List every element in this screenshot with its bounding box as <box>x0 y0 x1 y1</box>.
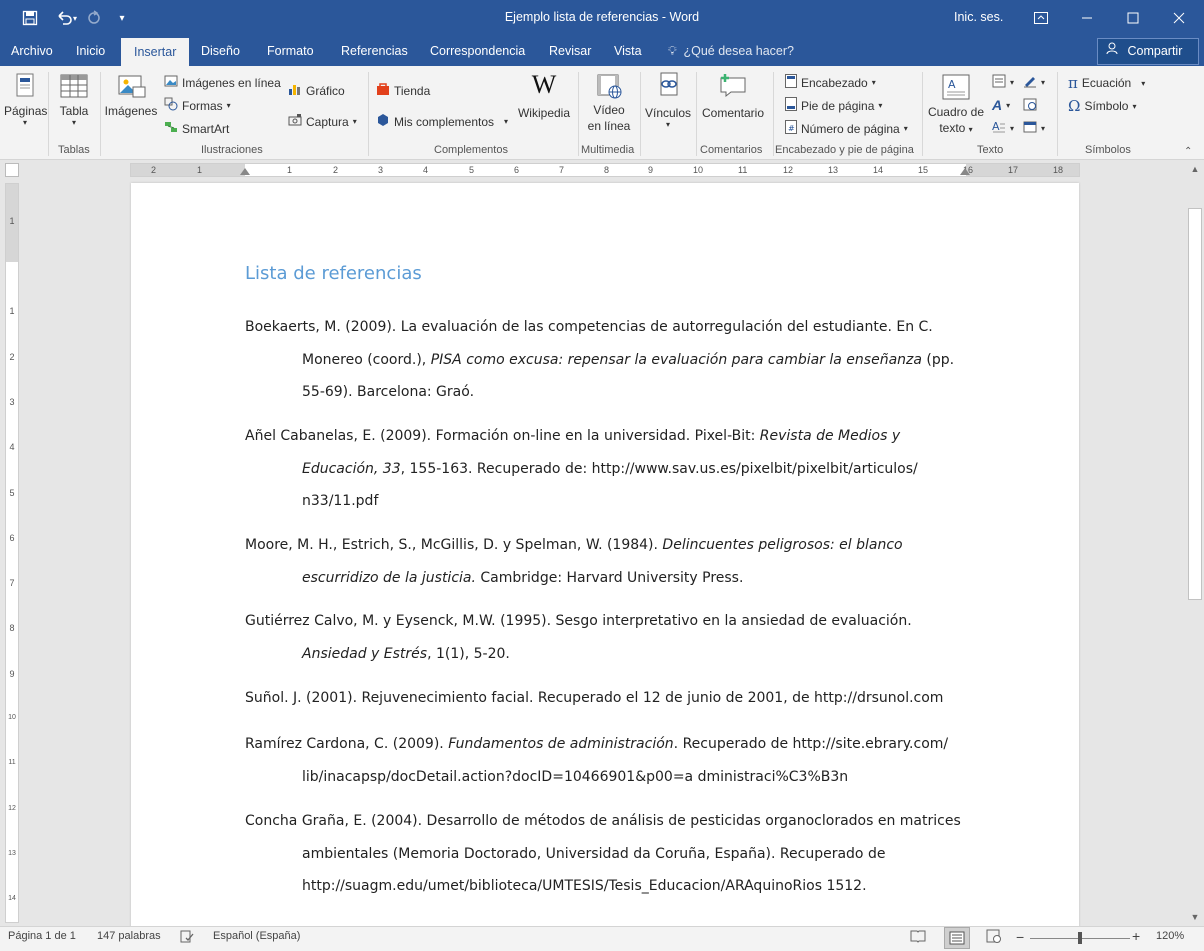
ruler-tick: 12 <box>783 165 794 175</box>
table-dropdown-icon: ▾ <box>71 118 76 127</box>
group-label-texto: Texto <box>977 144 1004 156</box>
divider <box>696 72 697 156</box>
store-icon <box>376 82 390 99</box>
screenshot-dropdown-icon: ▾ <box>352 117 357 126</box>
group-label-tablas: Tablas <box>58 144 90 156</box>
reference-entry: Boekaerts, M. (2009). La evaluación de las competencias de autorregulación del estudiante. En C. Monereo (coord.), PISA como excusa: repensar la evaluación para cambiar la enseñanza (pp. 55-69). Barcelona: Graó. <box>245 319 955 400</box>
share-button[interactable] <box>1097 38 1199 65</box>
page-number-dropdown-icon: ▾ <box>903 124 908 133</box>
symbol-dropdown-icon: ▾ <box>1132 101 1137 111</box>
divider <box>1057 72 1058 156</box>
page-number-label: Número de página <box>801 121 900 136</box>
ruler-tick: 10 <box>693 165 704 175</box>
header-dropdown-icon: ▾ <box>871 78 876 87</box>
ruler-tick: 15 <box>918 165 929 175</box>
pictures-icon <box>116 72 146 100</box>
vertical-ruler[interactable] <box>5 183 19 923</box>
horizontal-ruler[interactable] <box>130 163 1080 177</box>
screenshot-button[interactable] <box>288 113 357 130</box>
wikipedia-button[interactable] <box>516 70 572 120</box>
ruler-tick: 2 <box>9 352 15 362</box>
wikipedia-label: Wikipedia <box>517 106 571 120</box>
indent-marker[interactable] <box>240 168 250 175</box>
reference-entry: Suñol. J. (2001). Rejuvenecimiento facial. Recuperado el 12 de junio de 2001, de http://drsunol.com <box>245 690 944 706</box>
online-video-button[interactable] <box>584 70 634 134</box>
ruler-tick: 3 <box>9 397 15 407</box>
online-pictures-icon <box>164 74 178 91</box>
table-label: Tabla <box>59 104 89 118</box>
comment-icon <box>717 72 749 98</box>
ribbon-display-icon[interactable] <box>1018 0 1064 36</box>
print-layout-icon[interactable] <box>944 927 970 949</box>
status-bar <box>0 926 1204 951</box>
quick-parts-dropdown-icon: ▾ <box>1010 78 1015 87</box>
equation-dropdown-icon: ▾ <box>1141 78 1146 88</box>
customize-quick-access-icon[interactable]: ▾ <box>119 12 125 24</box>
header-label: Encabezado <box>801 75 868 90</box>
right-indent-marker[interactable] <box>960 168 970 175</box>
group-label-ilustraciones: Ilustraciones <box>201 144 263 156</box>
online-pictures-label: Imágenes en línea <box>182 75 281 90</box>
word-count[interactable]: 147 palabras <box>97 930 161 942</box>
smartart-label: SmartArt <box>182 121 230 136</box>
quick-parts-button[interactable] <box>992 74 1014 91</box>
divider <box>922 72 923 156</box>
language-status[interactable]: Español (España) <box>213 930 301 942</box>
pages-label: Páginas <box>4 104 48 118</box>
date-time-button[interactable] <box>1023 97 1037 114</box>
ruler-tick: 1 <box>287 165 293 175</box>
divider <box>368 72 369 156</box>
text-box-label-line2: texto ▾ <box>939 121 973 135</box>
wordart-dropdown-icon: ▾ <box>1006 100 1011 110</box>
tab-insertar[interactable]: Insertar <box>121 36 189 66</box>
group-label-complementos: Complementos <box>434 144 508 156</box>
links-dropdown-icon: ▾ <box>665 120 670 129</box>
ruler-tick: 18 <box>1053 165 1064 175</box>
chart-button[interactable] <box>288 82 345 99</box>
collapse-ribbon-icon[interactable]: ⌃ <box>1184 146 1193 157</box>
group-label-encabezado-pie: Encabezado y pie de página <box>775 144 914 156</box>
smartart-button[interactable] <box>164 120 229 137</box>
page-count[interactable]: Página 1 de 1 <box>8 930 76 942</box>
ruler-tick: 7 <box>559 165 565 175</box>
equation-label: Ecuación <box>1081 76 1132 90</box>
object-icon <box>1023 120 1037 137</box>
quick-parts-icon <box>992 74 1006 91</box>
ruler-tick: 1 <box>9 216 15 226</box>
page-number-button[interactable] <box>785 120 908 137</box>
object-button[interactable] <box>1023 120 1045 137</box>
store-label: Tienda <box>394 83 431 98</box>
ruler-tick: 4 <box>423 165 429 175</box>
share-label: Compartir <box>1127 44 1183 58</box>
ruler-tick: 10 <box>8 714 16 721</box>
ruler-tick: 7 <box>9 578 15 588</box>
drop-cap-icon <box>992 120 1006 137</box>
ruler-tick: 16 <box>963 165 974 175</box>
group-label-simbolos: Símbolos <box>1085 144 1131 156</box>
shapes-dropdown-icon: ▾ <box>226 101 231 110</box>
reference-entry: Añel Cabanelas, E. (2009). Formación on-line en la universidad. Pixel-Bit: Revista de Medios y Educación, 33, 155-163. Recuperado de: http://www.sav.us.es/pixelbit/pixelbit/articulos/ n33/11.pdf <box>245 428 918 509</box>
screenshot-label: Captura <box>306 114 349 129</box>
online-video-label-line2: en línea <box>587 119 631 133</box>
ruler-tick: 6 <box>9 533 15 543</box>
sign-in-link[interactable]: Inic. ses. <box>954 10 1004 24</box>
my-addins-label: Mis complementos <box>394 114 495 129</box>
my-addins-dropdown-icon: ▾ <box>504 117 509 126</box>
zoom-in-icon[interactable]: + <box>1132 928 1141 944</box>
pages-dropdown-icon: ▾ <box>22 118 27 127</box>
ruler-tick: 8 <box>604 165 610 175</box>
undo-dropdown-icon[interactable]: ▾ <box>72 13 77 23</box>
my-addins-button[interactable] <box>376 113 508 130</box>
ruler-tick: 9 <box>9 669 15 679</box>
wordart-icon: A <box>992 97 1003 113</box>
shapes-button[interactable] <box>164 97 231 114</box>
signature-line-icon <box>1023 74 1037 91</box>
my-addins-icon <box>376 113 390 130</box>
chart-label: Gráfico <box>306 83 345 98</box>
tab-revisar[interactable]: Revisar <box>549 44 592 58</box>
ruler-tick: 1 <box>197 165 203 175</box>
header-icon <box>785 74 797 91</box>
ruler-tick: 14 <box>873 165 884 175</box>
ruler-tick: 17 <box>1008 165 1019 175</box>
online-video-icon <box>594 72 624 100</box>
footer-label: Pie de página <box>801 98 875 113</box>
signature-line-dropdown-icon: ▾ <box>1041 78 1046 87</box>
online-video-label-line1: Vídeo <box>593 103 625 117</box>
links-icon <box>653 72 683 98</box>
ruler-tick: 9 <box>648 165 654 175</box>
ruler-tick: 5 <box>9 488 15 498</box>
symbol-button[interactable] <box>1068 97 1136 115</box>
footer-button[interactable] <box>785 97 882 114</box>
ruler-tick: 1 <box>9 306 15 316</box>
chart-icon <box>288 82 302 99</box>
tab-formato[interactable]: Formato <box>267 44 314 58</box>
text-box-icon <box>942 74 970 100</box>
screenshot-icon <box>288 113 302 130</box>
shapes-label: Formas <box>182 98 223 113</box>
reference-entry: Concha Graña, E. (2004). Desarrollo de métodos de análisis de pesticidas organoclorados en matrices ambientales (Memoria Doctorado, Universidad da Coruña, España). Recuperado de http://suagm.edu/umet/biblioteca/UMTESIS/Tesis_Educacion/ARAquinoRios 1512. <box>245 813 961 894</box>
group-label-multimedia: Multimedia <box>581 144 635 156</box>
omega-icon: Ω <box>1068 97 1081 115</box>
ruler-tick: 6 <box>514 165 520 175</box>
svg-text:A: A <box>948 78 956 91</box>
tab-referencias[interactable]: Referencias <box>341 44 408 58</box>
wordart-button[interactable] <box>992 97 1010 113</box>
minimize-icon[interactable] <box>1064 0 1110 36</box>
footer-dropdown-icon: ▾ <box>878 101 883 110</box>
ruler-tick: 12 <box>8 805 16 812</box>
smartart-icon <box>164 120 178 137</box>
reference-entry: Ramírez Cardona, C. (2009). Fundamentos de administración. Recuperado de http://site.ebrary.com/ lib/inacapsp/docDetail.action?docID=10466901&p00=a dministraci%C3%B3n <box>245 736 949 785</box>
links-label: Vínculos <box>644 106 692 120</box>
ruler-tick: 2 <box>151 165 157 175</box>
person-icon <box>1106 39 1124 64</box>
ruler-tick: 2 <box>333 165 339 175</box>
read-mode-icon[interactable] <box>910 929 926 946</box>
ruler-tick: 3 <box>378 165 384 175</box>
ruler-tick: 11 <box>8 759 16 766</box>
table-icon <box>60 72 88 100</box>
group-label-comentarios: Comentarios <box>700 144 763 156</box>
scroll-up-icon[interactable]: ▲ <box>1190 164 1200 174</box>
online-pictures-button[interactable] <box>164 74 281 91</box>
object-dropdown-icon: ▾ <box>1041 124 1046 133</box>
reference-entry: Moore, M. H., Estrich, S., McGillis, D. y Spelman, W. (1984). Delincuentes peligrosos: el blanco escurridizo de la justicia. Cambridge: Harvard University Press. <box>245 537 903 586</box>
scrollbar-thumb[interactable] <box>1188 208 1202 600</box>
svg-text:#: # <box>788 124 795 133</box>
ruler-tick: 13 <box>8 850 16 857</box>
ruler-left-margin <box>131 164 245 176</box>
svg-text:A: A <box>992 120 1000 133</box>
ruler-tick: 13 <box>828 165 839 175</box>
maximize-icon[interactable] <box>1110 0 1156 36</box>
pages-button[interactable] <box>4 70 46 127</box>
divider <box>773 72 774 156</box>
ribbon <box>0 66 1204 160</box>
date-time-icon <box>1023 97 1037 114</box>
pictures-label: Imágenes <box>104 104 158 118</box>
tab-vista[interactable]: Vista <box>614 44 642 58</box>
page-number-icon <box>785 120 797 137</box>
store-button[interactable] <box>376 82 430 99</box>
divider <box>578 72 579 156</box>
close-icon[interactable] <box>1156 0 1202 36</box>
tab-inicio[interactable]: Inicio <box>76 44 106 58</box>
comment-label: Comentario <box>701 106 765 120</box>
pages-icon <box>14 72 36 100</box>
text-box-label-line1: Cuadro de <box>927 105 985 119</box>
tab-diseno[interactable]: Diseño <box>201 44 240 58</box>
links-button[interactable] <box>644 70 692 129</box>
ruler-tick: 14 <box>8 895 16 902</box>
equation-button[interactable] <box>1068 74 1145 92</box>
ruler-tick: 5 <box>469 165 475 175</box>
lightbulb-icon: 💡︎ <box>668 44 677 58</box>
divider <box>100 72 101 156</box>
title-bar <box>0 0 1204 36</box>
tab-correspondencia[interactable]: Correspondencia <box>430 44 526 58</box>
pictures-button[interactable] <box>104 70 158 118</box>
ruler-tick: 11 <box>738 165 748 175</box>
web-layout-icon[interactable] <box>986 929 1002 946</box>
symbol-label: Símbolo <box>1084 99 1129 113</box>
footer-icon <box>785 97 797 114</box>
header-button[interactable] <box>785 74 876 91</box>
window-title: Ejemplo lista de referencias - Word <box>504 10 700 24</box>
reference-entry: Gutiérrez Calvo, M. y Eysenck, M.W. (1995). Sesgo interpretativo en la ansiedad de evaluación. Ansiedad y Estrés, 1(1), 5-20. <box>245 613 912 662</box>
tab-archivo[interactable]: Archivo <box>11 44 53 58</box>
tab-selector[interactable] <box>5 163 19 177</box>
table-button[interactable] <box>56 70 92 127</box>
ruler-tick: 8 <box>9 623 15 633</box>
shapes-icon <box>164 97 178 114</box>
drop-cap-button[interactable] <box>992 120 1014 137</box>
scroll-down-icon[interactable]: ▼ <box>1190 912 1200 922</box>
comment-button[interactable] <box>698 70 768 120</box>
document-page[interactable] <box>131 183 1079 928</box>
proofing-icon[interactable] <box>180 930 194 946</box>
zoom-level[interactable]: 120% <box>1156 930 1185 942</box>
zoom-slider-thumb[interactable] <box>1078 932 1082 944</box>
ribbon-tab-bar <box>0 36 1204 66</box>
vertical-scrollbar[interactable] <box>1186 160 1204 926</box>
document-heading: Lista de referencias <box>245 263 422 284</box>
tell-me-label: ¿Qué desea hacer? <box>683 44 794 58</box>
ruler-tick: 4 <box>9 442 15 452</box>
divider <box>48 72 49 156</box>
signature-line-button[interactable] <box>1023 74 1045 91</box>
zoom-out-icon[interactable]: − <box>1016 929 1025 945</box>
tell-me-search[interactable] <box>668 36 794 66</box>
pi-icon: π <box>1068 74 1078 92</box>
wikipedia-icon: W <box>531 70 557 99</box>
drop-cap-dropdown-icon: ▾ <box>1010 124 1015 133</box>
divider <box>640 72 641 156</box>
text-box-button[interactable] <box>926 70 986 138</box>
